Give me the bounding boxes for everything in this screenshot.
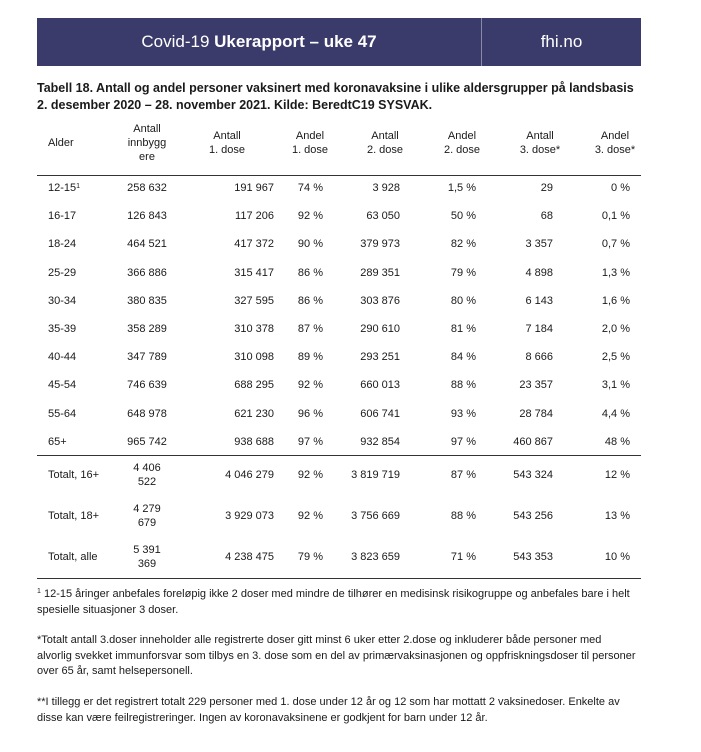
banner-site: fhi.no [540,32,583,51]
table-cell: 293 251 [360,351,400,364]
table-cell: 1,5 % [447,182,476,194]
total-cell: 4 046 279 [225,469,274,481]
total-cell: 543 256 [513,510,553,522]
table-caption: Tabell 18. Antall og andel personer vaksinert med koronavaksine i ulike aldersgrupper på landsbasis 2. desember 2020 – 28. november 2021. Kilde: BeredtC19 SYSVAK. [37,81,634,112]
rows-bottom-rule [37,455,641,456]
banner-title-plain: Covid-19 [141,32,215,51]
footnote-ref: 1 [76,183,81,190]
row-label: 65+ [48,435,67,448]
column-header: Andel [600,130,630,142]
total-cell: 92 % [297,469,323,481]
table-bottom-rule [37,578,641,579]
column-header: Andel [295,130,325,142]
total-cell: 71 % [450,551,476,563]
total-cell: 13 % [604,510,630,522]
total-cell: 4 238 475 [225,551,274,563]
row-label: 18-24 [48,238,77,251]
column-header: 3. dose* [519,144,561,156]
footnote-1-text: 12-15 åringer anbefales foreløpig ikke 2 doser med mindre de tilhører en medisinsk risikogruppe og anbefales bare i helt spesielle situasjoner 3 doser. [37,588,630,616]
table-cell: 3 357 [525,238,553,251]
banner-title-bold: Ukerapport – uke 47 [214,32,377,51]
column-header: innbygg [127,137,167,149]
total-cell: 3 756 669 [351,510,400,522]
table-cell: 68 [540,210,553,223]
total-cell: 4 279 [133,503,161,515]
table-cell: 80 % [450,294,476,307]
table-cell: 87 % [297,323,323,335]
table-cell: 0 % [611,182,630,194]
table-cell: 2,0 % [601,323,630,335]
table-cell: 965 742 [127,435,167,448]
table-cell: 621 230 [234,407,274,420]
column-header: 1. dose [291,144,329,156]
row-label: 40-44 [48,351,77,364]
table-cell: 88 % [450,379,476,392]
row-label: 35-39 [48,323,77,335]
total-cell: 679 [137,517,157,529]
row-label: $12-15^1$ [48,182,81,194]
total-label: Totalt, 18+ [48,510,100,522]
column-header: 2. dose [366,144,404,156]
total-label: Totalt, 16+ [48,469,100,481]
table-cell: 258 632 [127,182,167,194]
table-cell: 417 372 [234,238,274,251]
table-cell: 28 784 [519,407,553,420]
table-cell: 81 % [450,323,476,335]
total-cell: 3 819 719 [351,469,400,481]
column-header: Antall [133,123,161,135]
table-cell: 1,3 % [601,266,630,279]
table-cell: 290 610 [360,323,400,335]
footnote-3: **I tillegg er det registrert totalt 229 personer med 1. dose under 12 år og 12 som har mottatt 2 vaksinedoser. Enkelte av disse kan være feilregistreringer. Ingen av koronavaksinene er godkjent for barn under 12 år. [37,696,620,724]
table-cell: 74 % [297,182,323,194]
table-cell: 2,5 % [601,351,630,364]
table-cell: 648 978 [127,407,167,420]
report-banner [37,18,641,66]
table-cell: 92 % [297,379,323,392]
total-cell: 5 391 [133,544,161,556]
table-cell: 86 % [297,266,323,279]
table-cell: 358 289 [127,323,167,335]
row-label: 30-34 [48,294,77,307]
table-cell: 90 % [297,238,323,251]
table-cell: 84 % [450,351,476,364]
total-cell: 10 % [604,551,630,563]
column-header: Antall [213,130,241,142]
table-cell: 93 % [450,407,476,420]
table-cell: 4 898 [525,266,553,279]
total-cell: 522 [137,476,157,488]
footnote-2: *Totalt antall 3.doser inneholder alle registrerte doser gitt minst 6 uker etter 2.dose og inkluderer både personer med alvorlig svekket immunforsvar som tilbys en 3. dose som en del av primærvaksinasjonen og oppfriskningsdoser til personer over 65 år, samt helsepersonell. [37,634,636,677]
total-cell: 12 % [604,469,630,481]
table-cell: 746 639 [127,379,167,392]
column-header: ere [139,151,155,163]
table-cell: 3,1 % [601,379,630,392]
table-cell: 310 098 [234,351,274,364]
table-cell: 303 876 [360,294,400,307]
table-cell: 191 967 [234,182,274,194]
total-cell: 3 823 659 [351,551,400,563]
table-cell: 29 [540,182,553,194]
table-cell: 79 % [450,266,476,279]
table-cell: 23 357 [519,379,553,392]
table-cell: 460 867 [513,435,553,448]
column-header: Antall [526,130,554,142]
table-cell: 92 % [297,210,323,223]
total-cell: 543 324 [513,469,553,481]
total-cell: 88 % [450,510,476,522]
table-cell: 464 521 [127,238,167,251]
row-label: 16-17 [48,210,77,223]
column-header: Andel [447,130,477,142]
table-cell: 86 % [297,294,323,307]
total-cell: 369 [137,558,157,570]
row-label: 55-64 [48,407,77,420]
table-cell: 606 741 [360,407,400,420]
header-bottom-rule [37,175,641,176]
table-cell: 310 378 [234,323,274,335]
total-cell: 4 406 [133,462,161,474]
column-header: Antall [371,130,399,142]
row-label: 25-29 [48,266,77,279]
table-cell: 63 050 [366,210,400,223]
banner-title [37,18,481,66]
column-header: Alder [48,137,74,149]
table-cell: 48 % [604,435,630,448]
table-cell: 1,6 % [601,294,630,307]
total-cell: 79 % [297,551,323,563]
footnote-1 [37,587,637,618]
total-cell: 543 353 [513,551,553,563]
table-cell: 366 886 [127,266,167,279]
total-cell: 3 929 073 [225,510,274,522]
table-cell: 117 206 [235,210,274,223]
table-cell: 380 835 [127,294,167,307]
table-cell: 660 013 [360,379,400,392]
table-cell: 126 843 [127,210,167,223]
table-cell: 938 688 [234,435,274,448]
table-cell: 96 % [297,407,323,420]
footnote-1-marker: 1 [37,588,41,595]
table-cell: 8 666 [525,351,553,364]
total-cell: 92 % [297,510,323,522]
table-cell: 3 928 [372,182,400,194]
total-label: Totalt, alle [48,551,98,563]
total-cell: 87 % [450,469,476,481]
table-cell: 97 % [297,435,323,448]
column-header: 1. dose [208,144,246,156]
table-cell: 89 % [297,351,323,364]
table-cell: 379 973 [360,238,400,251]
table-cell: 315 417 [234,266,274,279]
table-cell: 0,7 % [601,238,630,251]
table-cell: 932 854 [360,435,400,448]
table-cell: 50 % [450,210,476,223]
table-cell: 0,1 % [601,210,630,223]
table-cell: 327 595 [234,294,274,307]
table-cell: 4,4 % [601,407,630,420]
table-cell: 289 351 [360,266,400,279]
row-label: 45-54 [48,379,77,392]
column-header: 3. dose* [594,144,636,156]
table-cell: 97 % [450,435,476,448]
column-header: 2. dose [443,144,481,156]
table-cell: 7 184 [525,323,553,335]
table-cell: 6 143 [525,294,553,307]
table-cell: 688 295 [234,379,274,392]
table-cell: 82 % [450,238,476,251]
table-cell: 347 789 [127,351,167,364]
